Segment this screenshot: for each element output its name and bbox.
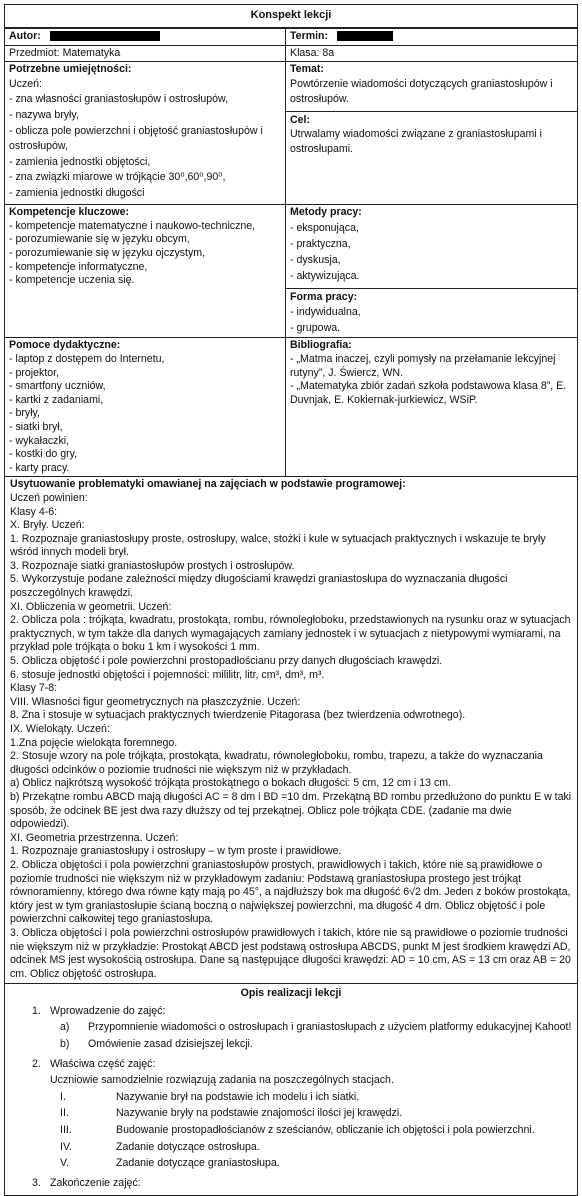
aid-line: - projektor, — [9, 366, 60, 379]
goal-heading: Cel: — [290, 113, 311, 126]
curriculum-line: Uczeń powinien: — [10, 491, 88, 504]
curriculum-line: 5. Wykorzystuje podane zależności między długościami krawędzi graniastosłupa do wyznaczania długości poszczególnych krawędzi. — [10, 573, 508, 600]
aid-line: - kartki z zadaniami, — [9, 393, 104, 406]
lesson-description-heading: Opis realizacji lekcji — [240, 987, 342, 1000]
lesson-description-section — [4, 984, 578, 1196]
author-cell — [5, 29, 286, 46]
competences-cell — [5, 205, 286, 338]
document-title: Konspekt lekcji — [4, 4, 578, 28]
competence-line: - porozumiewanie się w języku ojczystym, — [9, 246, 206, 259]
curriculum-line: 8. Zna i stosuje w sytuacjach praktycznych twierdzenie Pitagorasa (bez twierdzenia odwrotnego). — [10, 709, 466, 722]
skills-line: - zna własności graniastosłupów i ostrosłupów, — [9, 93, 229, 106]
form-heading: Forma pracy: — [290, 290, 358, 303]
bibliography-line: - „Matematyka zbiór zadań szkoła podstawowa klasa 8”, E. Duvnjak, E. Kokiernak-jurkiewicz, WSiP. — [290, 380, 567, 406]
aid-line: - smartfony uczniów, — [9, 380, 106, 393]
stage-item — [32, 1005, 572, 1055]
curriculum-line: IX. Wielokąty. Uczeń: — [10, 723, 110, 735]
aid-line: - kostki do gry, — [9, 448, 78, 461]
curriculum-line: 1.Zna pojęcie wielokąta foremnego. — [10, 736, 178, 749]
curriculum-line: XI. Geometria przestrzenna. Uczeń: — [10, 831, 179, 844]
class-cell: Klasa: 8a — [286, 45, 578, 62]
station-text: Zadanie dotyczące graniastosłupa. — [116, 1157, 280, 1170]
station-marker: II. — [60, 1107, 69, 1120]
skills-line: - zamienia jednostki długości — [9, 186, 145, 199]
skills-line: - zamienia jednostki objętości, — [9, 155, 151, 168]
header-table — [4, 28, 578, 477]
date-label: Termin: — [290, 30, 329, 42]
curriculum-line: Klasy 7-8: — [10, 682, 58, 695]
aid-line: - bryły, — [9, 407, 40, 420]
bibliography-cell — [286, 338, 578, 477]
skills-line: - oblicza pole powierzchni i objętość graniastosłupów i ostrosłupów, — [9, 124, 263, 153]
stage-number: 3. — [32, 1176, 41, 1189]
stage-number: 2. — [32, 1057, 41, 1070]
methods-cell — [286, 205, 578, 338]
competence-line: - kompetencje informatyczne, — [9, 260, 148, 273]
lesson-plan-document — [4, 4, 578, 1189]
sub-item-text: Przypomnienie wiadomości o ostrosłupach i graniastosłupach z użyciem platformy edukacyjnej Kahoot! — [88, 1021, 572, 1034]
stage-number: 1. — [32, 1004, 41, 1017]
aids-cell — [5, 338, 286, 477]
stage-intro: Uczniowie samodzielnie rozwiązują zadania na poszczególnych stacjach. — [50, 1074, 394, 1087]
author-redaction — [50, 31, 160, 41]
aid-line: - wykałaczki, — [9, 434, 70, 447]
competence-line: - kompetencje uczenia się. — [9, 274, 135, 287]
curriculum-line: VIII. Własności figur geometrycznych na płaszczyźnie. Uczeń: — [10, 695, 301, 708]
curriculum-line: a) Oblicz najkrótszą wysokość trójkąta prostokątnego o bokach długości: 5 cm, 12 cm i 13 cm. — [10, 777, 452, 790]
topic-cell — [286, 62, 578, 205]
stage-title: Właściwa część zajęć: — [50, 1057, 156, 1070]
method-line: - dyskusja, — [290, 253, 341, 266]
station-marker: I. — [60, 1090, 66, 1103]
curriculum-line: 5. Oblicza objętość i pole powierzchni prostopadłościanu przy danych długościach krawędzi. — [10, 655, 443, 668]
author-label: Autor: — [9, 30, 41, 42]
stage-title: Zakończenie zajęć: — [50, 1176, 141, 1189]
station-marker: IV. — [60, 1140, 72, 1153]
curriculum-line: 6. stosuje jednostki objętości i pojemności: mililitr, litr, cm³, dm³, m³. — [10, 668, 325, 681]
curriculum-line: 3. Rozpoznaje siatki graniastosłupów prostych i ostrosłupów. — [10, 559, 295, 572]
curriculum-line: XI. Obliczenia w geometrii. Uczeń: — [10, 600, 172, 613]
aid-line: - karty pracy. — [9, 461, 70, 474]
station-marker: III. — [60, 1124, 72, 1137]
curriculum-line: Klasy 4-6: — [10, 505, 58, 518]
skills-line: Uczeń: — [9, 77, 42, 90]
skills-line: - zna związki miarowe w trójkącie 30⁰,60⁰,90⁰, — [9, 171, 226, 184]
competences-heading: Kompetencje kluczowe: — [9, 206, 130, 219]
date-redaction — [337, 31, 393, 41]
method-line: - praktyczna, — [290, 237, 351, 250]
station-text: Nazywanie bryły na podstawie znajomości ilości jej krawędzi. — [116, 1107, 403, 1120]
aid-line: - siatki brył, — [9, 420, 63, 433]
topic-text: Powtórzenie wiadomości dotyczących graniastosłupów i ostrosłupów. — [290, 77, 553, 105]
bibliography-heading: Bibliografia: — [290, 339, 352, 352]
stage-item — [32, 1177, 572, 1191]
curriculum-line: X. Bryły. Uczeń: — [10, 519, 85, 532]
subject-cell: Przedmiot: Matematyka — [5, 45, 286, 62]
skills-line: - nazywa bryły, — [9, 108, 79, 121]
curriculum-line: 2. Stosuje wzory na pole trójkąta, prostokąta, kwadratu, równoległoboku, rombu, trapezu, a także do wyznaczania długości odcinków o poziomie trudności nie większym niż w przykładach. — [10, 750, 543, 776]
station-text: Zadanie dotyczące ostrosłupa. — [116, 1140, 260, 1153]
competence-line: - porozumiewanie się w języku obcym, — [9, 233, 190, 246]
curriculum-heading: Usytuowanie problematyki omawianej na zajęciach w podstawie programowej: — [10, 478, 406, 491]
sub-marker: b) — [60, 1038, 70, 1051]
station-text: Nazywanie brył na podstawie ich modelu i ich siatki. — [116, 1090, 360, 1103]
aids-heading: Pomoce dydaktyczne: — [9, 339, 121, 352]
curriculum-line: b) Przekątne rombu ABCD mają długości AC = 8 dm i BD =10 dm. Przekątną BD rombu przedłużono do punktu E w taki sposób, że odcinek BE jest dwa razy dłuższy od tej przekątnej. Oblicz pole trójkąta CDE. (zadanie ma dwie odpowiedzi). — [10, 790, 572, 831]
method-line: - eksponująca, — [290, 221, 359, 234]
curriculum-section — [4, 477, 578, 984]
curriculum-line: 1. Rozpoznaje graniastosłupy proste, ostrosłupy, walce, stożki i kule w sytuacjach praktycznych i wskazuje te bryły wśród innych modeli brył. — [10, 532, 546, 559]
stage-item — [32, 1058, 572, 1174]
date-cell — [286, 29, 578, 46]
goal-text: Utrwalamy wiadomości związane z graniastosłupami i ostrosłupami. — [290, 128, 542, 156]
skills-heading: Potrzebne umiejętności: — [9, 63, 132, 76]
method-line: - aktywizująca. — [290, 269, 360, 282]
curriculum-line: 2. Oblicza pola : trójkąta, kwadratu, prostokąta, rombu, równoległoboku, przedstawionych na rysunku oraz w sytuacjach praktycznych, w tym także dla danych wymagających zamiany jednostek i w sytuacjach z nietypowymi wymiarami, na przykład pole trójkąta o boku 1 km i wysokości 1 mm. — [10, 614, 571, 654]
competence-line: - kompetencje matematyczne i naukowo-techniczne, — [9, 219, 256, 232]
methods-heading: Metody pracy: — [290, 206, 362, 219]
stage-title: Wprowadzenie do zajęć: — [50, 1004, 166, 1017]
sub-marker: a) — [60, 1021, 70, 1034]
form-line: - indywidualna, — [290, 306, 361, 319]
topic-heading: Temat: — [290, 63, 324, 76]
station-text: Budowanie prostopadłościanów z sześcianów, obliczanie ich objętości i pola powierzchni. — [116, 1124, 535, 1137]
sub-item-text: Omówienie zasad dzisiejszej lekcji. — [88, 1038, 253, 1051]
curriculum-line: 1. Rozpoznaje graniastosłupy i ostrosłupy – w tym proste i prawidłowe. — [10, 845, 342, 858]
curriculum-line: 2. Oblicza objętości i pola powierzchni graniastosłupów prostych, prawidłowych i takich, które nie są prawidłowe o poziomie trudności nie większym niż w przykładowym zadaniu: Podstawą graniastosłupa prostego jest trójkąt równoramienny, którego dwa równe kąty mają po 45°, a najdłuższy bok ma długość 6√2 dm. Jeden z boków prostokąta, który jest w tym graniastosłupie ścianą boczną o największej powierzchni, ma długość 4 dm. Oblicz objętość i pole powierzchni całkowitej tego graniastosłupa. — [10, 858, 571, 926]
station-marker: V. — [60, 1157, 70, 1170]
aid-line: - laptop z dostępem do Internetu, — [9, 352, 165, 365]
bibliography-line: - „Matma inaczej, czyli pomysły na przełamanie lekcyjnej rutyny”, J. Świercz, WN. — [290, 352, 556, 379]
curriculum-line: 3. Oblicza objętości i pola powierzchni ostrosłupów prawidłowych i takich, które nie są prawidłowe o poziomie trudności nie większym niż w przykładzie: Prostokąt ABCD jest podstawą ostrosłupa ABCDS, punkt M jest środkiem krawędzi AD, odcinek MS jest wysokością ostrosłupa. Dane są następujące długości krawędzi: AD = 10 cm, AS = 13 cm oraz AB = 20 cm. Oblicz objętość ostrosłupa. — [10, 926, 571, 980]
skills-cell — [5, 62, 286, 205]
form-line: - grupowa. — [290, 322, 341, 335]
